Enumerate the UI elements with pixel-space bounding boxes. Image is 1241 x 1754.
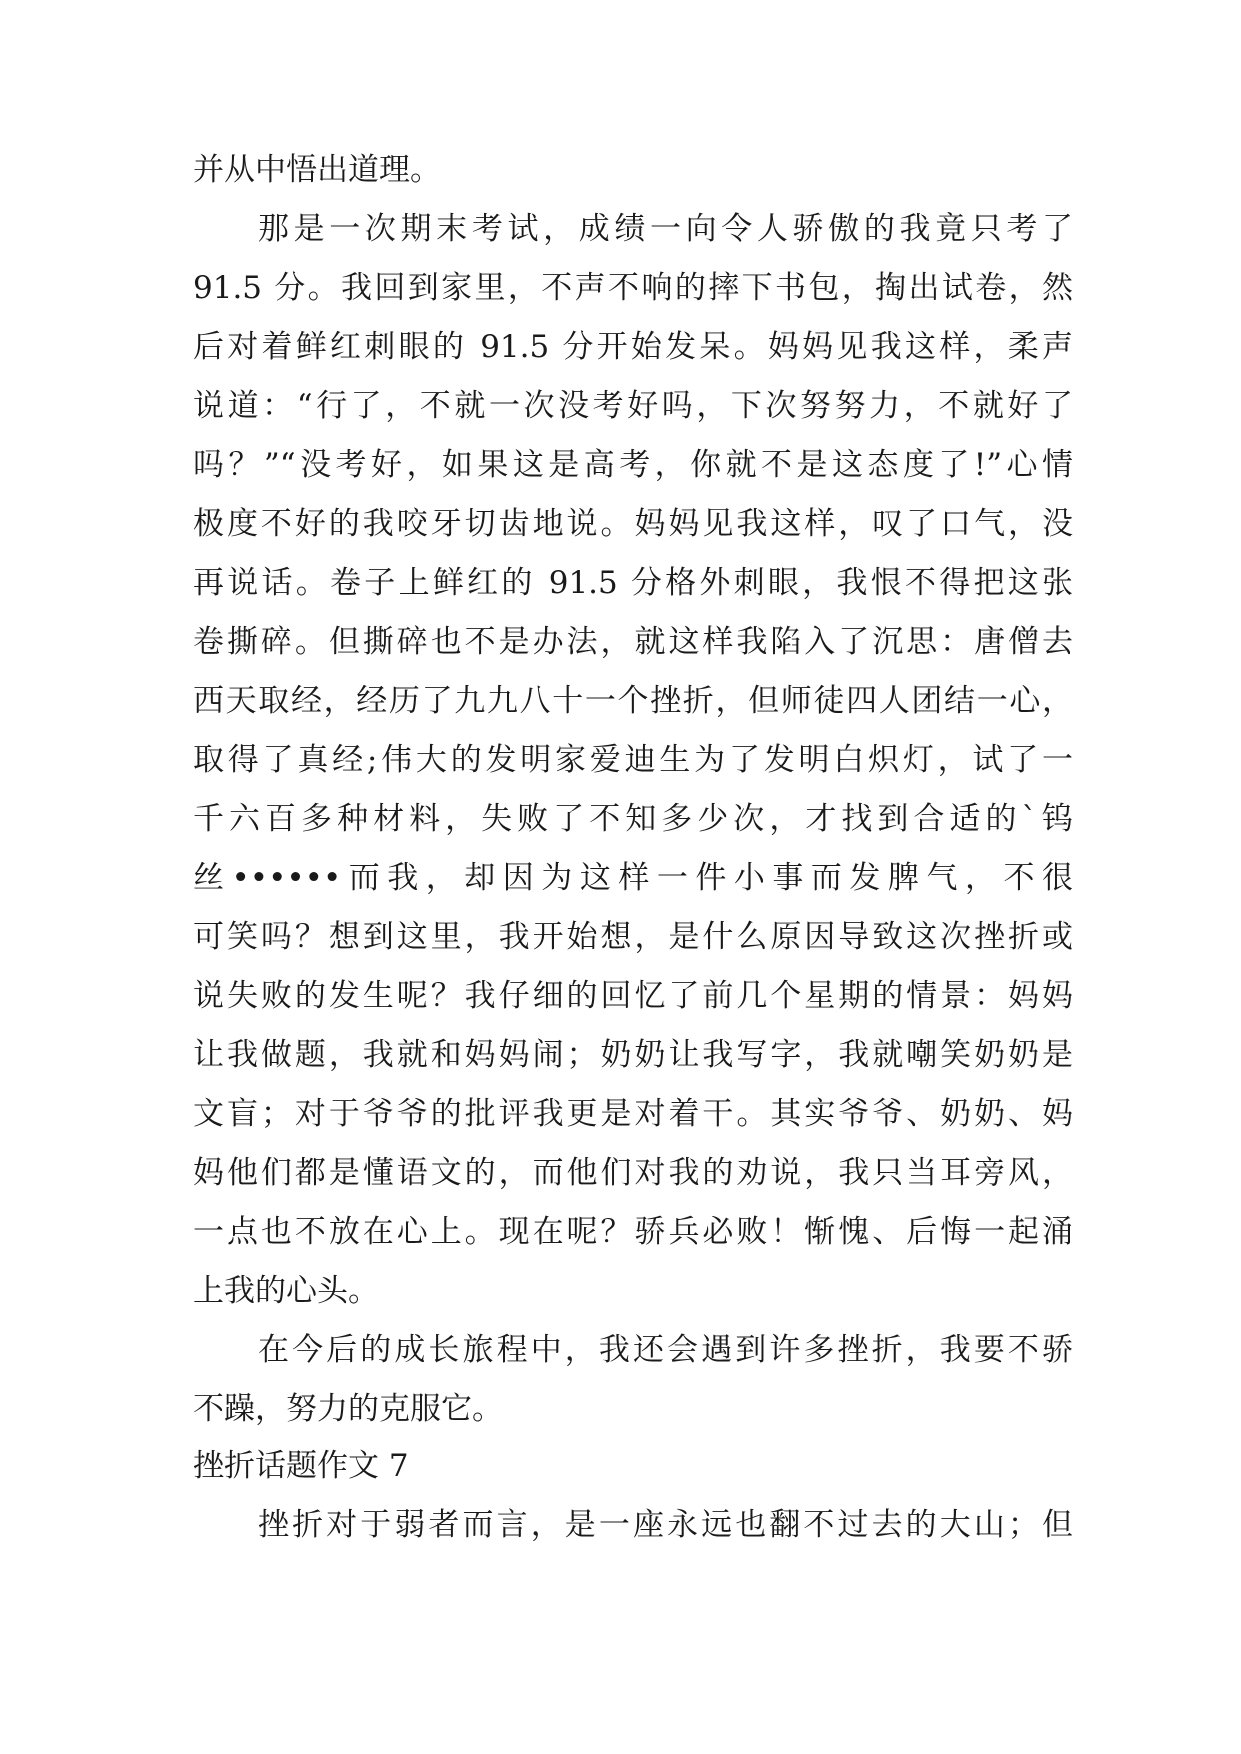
text-line: 91.5 分。我回到家里，不声不响的摔下书包，掏出试卷，然 — [193, 270, 1073, 306]
text-line: 后对着鲜红刺眼的 91.5 分开始发呆。妈妈见我这样，柔声 — [193, 329, 1073, 365]
text-line: 上我的心头。 — [193, 1273, 379, 1309]
text-line: 说道：“行了，不就一次没考好吗，下次努努力，不就好了 — [193, 388, 1073, 424]
text-line: 不躁，努力的克服它。 — [193, 1391, 503, 1427]
text-line: 挫折对于弱者而言，是一座永远也翻不过去的大山；但 — [258, 1507, 1073, 1543]
text-line: 丝••••••而我，却因为这样一件小事而发脾气，不很 — [193, 860, 1073, 896]
text-line: 西天取经，经历了九九八十一个挫折，但师徒四人团结一心， — [193, 683, 1073, 719]
text-line: 文盲；对于爷爷的批评我更是对着干。其实爷爷、奶奶、妈 — [193, 1096, 1073, 1132]
text-line: 在今后的成长旅程中，我还会遇到许多挫折，我要不骄 — [258, 1332, 1073, 1368]
text-line: 千六百多种材料，失败了不知多少次，才找到合适的`钨 — [193, 801, 1073, 837]
text-line: 取得了真经;伟大的发明家爱迪生为了发明白炽灯，试了一 — [193, 742, 1073, 778]
text-line: 吗？”“没考好，如果这是高考，你就不是这态度了!”心情 — [193, 447, 1073, 483]
text-line: 卷撕碎。但撕碎也不是办法，就这样我陷入了沉思：唐僧去 — [193, 624, 1073, 660]
text-line: 说失败的发生呢？我仔细的回忆了前几个星期的情景：妈妈 — [193, 978, 1073, 1014]
text-line: 妈他们都是懂语文的，而他们对我的劝说，我只当耳旁风， — [193, 1155, 1073, 1191]
text-line: 再说话。卷子上鲜红的 91.5 分格外刺眼，我恨不得把这张 — [193, 565, 1073, 601]
section-heading: 挫折话题作文 7 — [193, 1448, 409, 1484]
text-line: 一点也不放在心上。现在呢？骄兵必败！惭愧、后悔一起涌 — [193, 1214, 1073, 1250]
text-line: 那是一次期末考试，成绩一向令人骄傲的我竟只考了 — [258, 211, 1073, 247]
text-line: 可笑吗？想到这里，我开始想，是什么原因导致这次挫折或 — [193, 919, 1073, 955]
text-line: 并从中悟出道理。 — [193, 152, 441, 188]
text-line: 极度不好的我咬牙切齿地说。妈妈见我这样，叹了口气，没 — [193, 506, 1073, 542]
text-line: 让我做题，我就和妈妈闹；奶奶让我写字，我就嘲笑奶奶是 — [193, 1037, 1073, 1073]
